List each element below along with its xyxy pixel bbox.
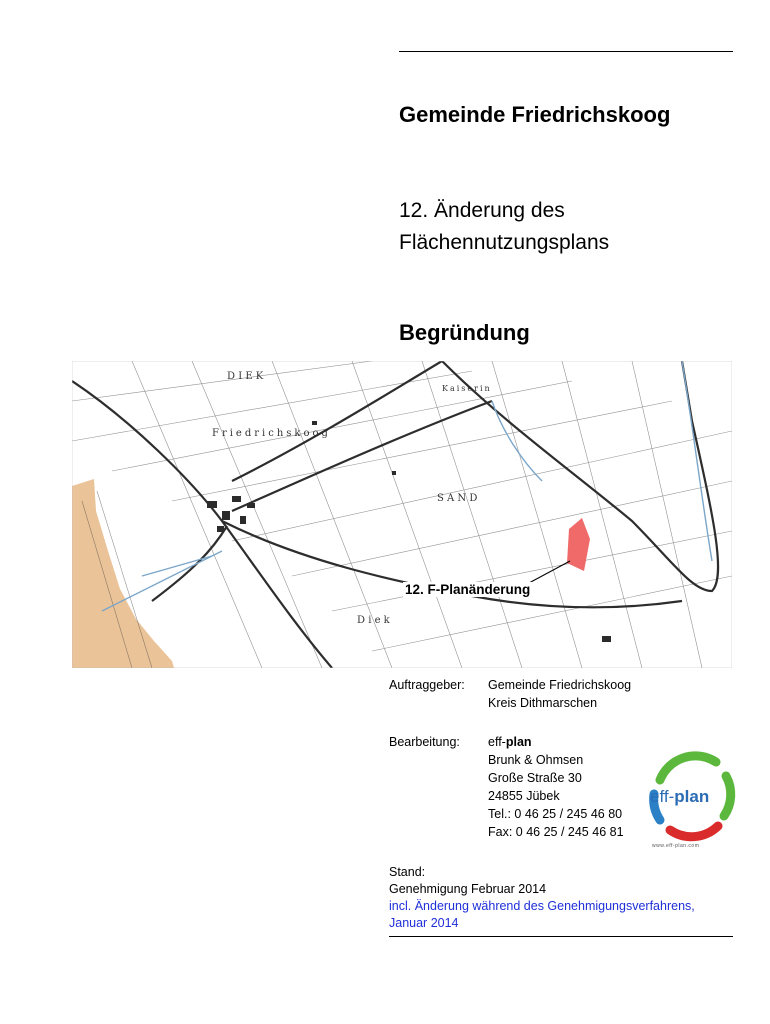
municipality-title: Gemeinde Friedrichskoog: [399, 102, 671, 127]
processing-line-3: 24855 Jübek: [488, 789, 560, 803]
site-map: [72, 361, 732, 668]
map-label-sand: S A N D: [437, 493, 478, 504]
status-label: Stand:: [389, 865, 426, 879]
map-label-diek-lower: D i e k: [357, 615, 390, 626]
firm-bold: plan: [505, 735, 532, 749]
logo-tagline: www.eff-plan.com: [652, 843, 700, 849]
status-line-3: Januar 2014: [389, 916, 459, 930]
section-heading: Begründung: [399, 320, 530, 345]
firm-prefix: eff-: [488, 735, 506, 749]
change-label: 12. F-Planänderung: [405, 582, 531, 597]
client-line-1: Gemeinde Friedrichskoog: [488, 678, 632, 692]
processing-label: Bearbeitung:: [389, 735, 460, 749]
status-block: [389, 864, 734, 932]
eff-plan-logo: [646, 750, 738, 846]
processing-firm: [488, 733, 532, 751]
logo-text-prefix: eff-: [650, 787, 675, 806]
status-line-1: Genehmigung Februar 2014: [389, 882, 547, 896]
subtitle-line-1: 12. Änderung des: [399, 199, 565, 222]
processing-line-2: Große Straße 30: [488, 771, 582, 785]
logo-text-bold: plan: [674, 787, 710, 806]
subtitle-line-2: Flächennutzungsplans: [399, 231, 610, 254]
status-line-2: incl. Änderung während des Genehmigungsverfahrens,: [389, 899, 695, 913]
document-subtitle: [399, 195, 609, 259]
top-rule: [399, 51, 733, 52]
bottom-rule: [389, 936, 733, 937]
processing-fax: Fax: 0 46 25 / 245 46 81: [488, 825, 624, 839]
map-label-kaiserin: Kaiserin: [442, 384, 492, 393]
map-label-friedrichskoog: Friedrichskoog: [212, 428, 331, 439]
processing-tel: Tel.: 0 46 25 / 245 46 80: [488, 807, 623, 821]
logo-text: [650, 787, 709, 806]
map-label-diek: D I E K: [227, 371, 264, 382]
client-line-2: Kreis Dithmarschen: [488, 696, 598, 710]
processing-line-1: Brunk & Ohmsen: [488, 753, 584, 767]
client-label: Auftraggeber:: [389, 678, 465, 692]
